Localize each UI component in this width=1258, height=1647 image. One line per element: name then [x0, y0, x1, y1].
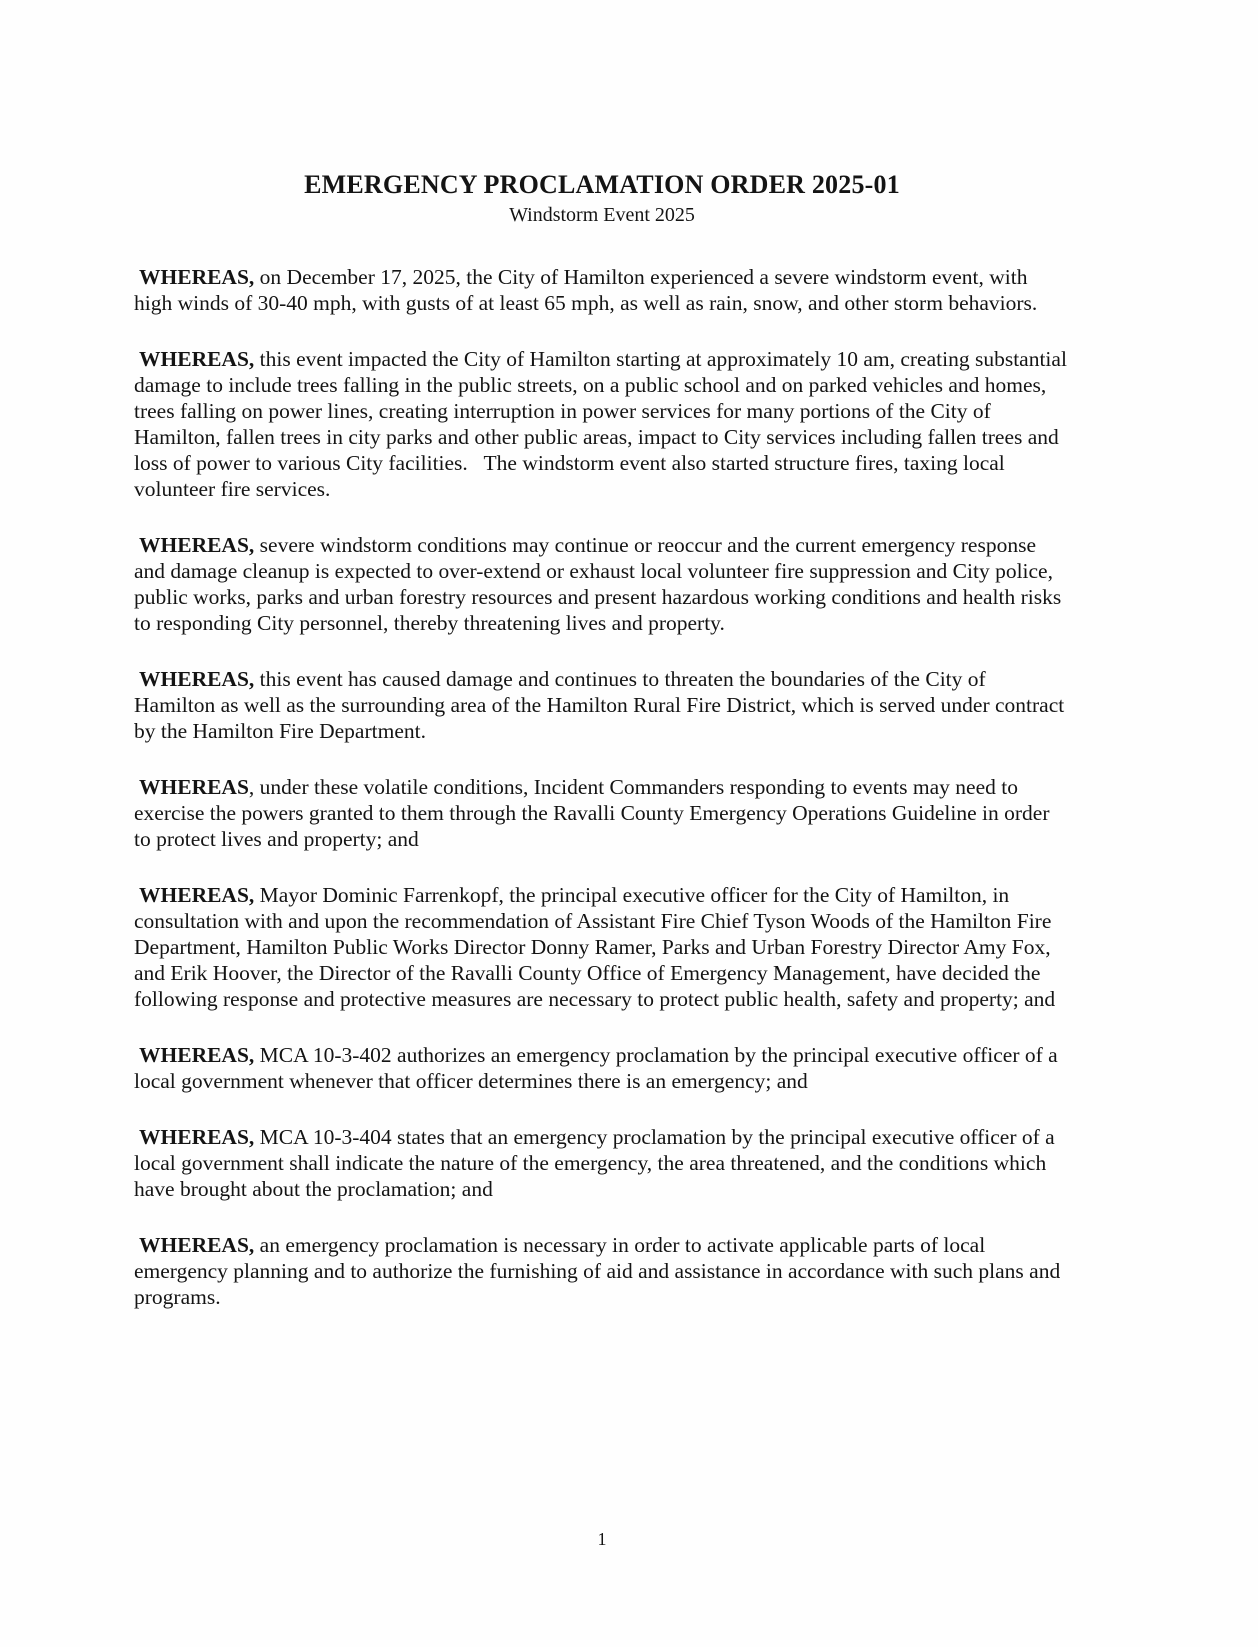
document-title: EMERGENCY PROCLAMATION ORDER 2025-01 [304, 170, 900, 199]
whereas-lead: WHEREAS, [139, 533, 255, 557]
whereas-lead: WHEREAS [139, 775, 249, 799]
whereas-lead: WHEREAS, [139, 1233, 255, 1257]
whereas-paragraph-5 [134, 774, 1070, 852]
paragraph-text: on December 17, 2025, the City of Hamilton experienced a severe windstorm event, with high winds of 30-40 mph, with gusts of at least 65 mph, as well as rain, snow, and other storm behaviors. [134, 265, 1038, 315]
paragraph-text: this event has caused damage and continues to threaten the boundaries of the City of Hamilton as well as the surrounding area of the Hamilton Rural Fire District, which is served under contract by the Hamilton Fire Department. [134, 667, 1070, 743]
whereas-paragraph-8 [134, 1124, 1070, 1202]
paragraph-text: severe windstorm conditions may continue or reoccur and the current emergency response and damage cleanup is expected to over-extend or exhaust local volunteer fire suppression and City police, public works, parks and urban forestry resources and present hazardous working conditions and health risks to responding City personnel, thereby threatening lives and property. [134, 533, 1067, 635]
whereas-paragraph-6 [134, 882, 1070, 1012]
whereas-paragraph-3 [134, 532, 1070, 636]
paragraph-text: this event impacted the City of Hamilton starting at approximately 10 am, creating substantial damage to include trees falling in the public streets, on a public school and on parked vehicles and homes, trees falling on power lines, creating interruption in power services for many portions of the City of Hamilton, fallen trees in city parks and other public areas, impact to City services including fallen trees and loss of power to various City facilities. The windstorm event also started structure fires, taxing local volunteer fire services. [134, 347, 1073, 501]
whereas-lead: WHEREAS, [139, 1125, 255, 1149]
paragraph-text: MCA 10-3-402 authorizes an emergency proclamation by the principal executive officer of a local government whenever that officer determines there is an emergency; and [134, 1043, 1064, 1093]
paragraph-text: Mayor Dominic Farrenkopf, the principal executive officer for the City of Hamilton, in consultation with and upon the recommendation of Assistant Fire Chief Tyson Woods of the Hamilton Fire Department, Hamilton Public Works Director Donny Ramer, Parks and Urban Forestry Director Amy Fox, and Erik Hoover, the Director of the Ravalli County Office of Emergency Management, have decided the following response and protective measures are necessary to protect public health, safety and property; and [134, 883, 1057, 1011]
paragraph-text: MCA 10-3-404 states that an emergency proclamation by the principal executive officer of a local government shall indicate the nature of the emergency, the area threatened, and the conditions which have brought about the proclamation; and [134, 1125, 1061, 1201]
whereas-paragraph-1 [134, 264, 1070, 316]
whereas-paragraph-9 [134, 1232, 1070, 1310]
whereas-paragraph-4 [134, 666, 1070, 744]
paragraph-text: , under these volatile conditions, Incident Commanders responding to events may need to exercise the powers granted to them through the Ravalli County Emergency Operations Guideline in order to protect lives and property; and [134, 775, 1055, 851]
whereas-lead: WHEREAS, [139, 1043, 255, 1067]
document-body [134, 264, 1073, 1310]
whereas-paragraph-7 [134, 1042, 1070, 1094]
page-number: 1 [597, 1529, 607, 1549]
whereas-lead: WHEREAS, [139, 667, 255, 691]
whereas-lead: WHEREAS, [139, 883, 255, 907]
whereas-paragraph-2 [134, 346, 1073, 502]
paragraph-text: an emergency proclamation is necessary in order to activate applicable parts of local emergency planning and to authorize the furnishing of aid and assistance in accordance with such plans and programs. [134, 1233, 1066, 1309]
document-subtitle: Windstorm Event 2025 [509, 204, 695, 226]
whereas-lead: WHEREAS, [139, 265, 255, 289]
whereas-lead: WHEREAS, [139, 347, 255, 371]
document-content [134, 0, 1073, 1340]
